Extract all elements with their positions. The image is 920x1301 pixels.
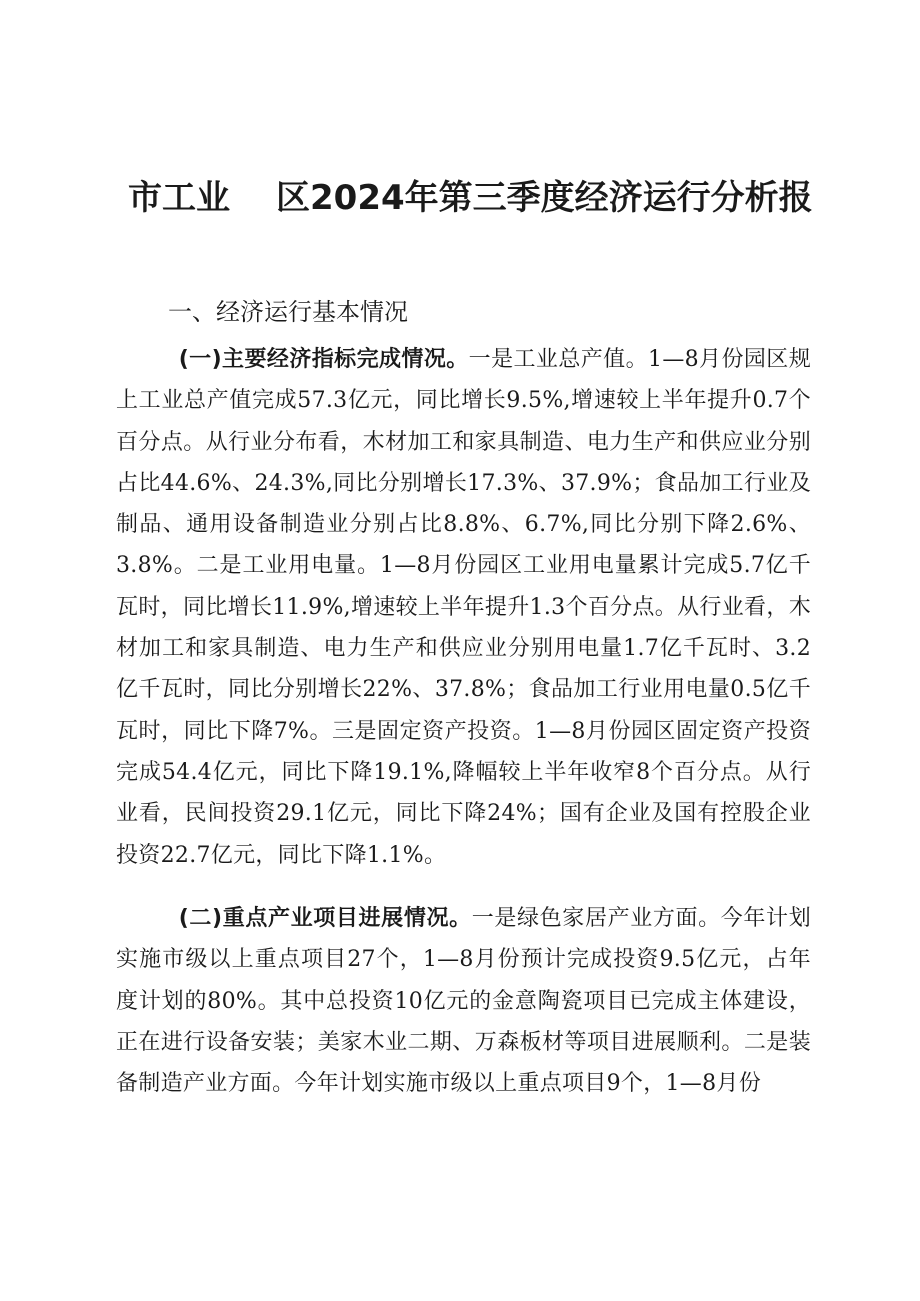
document-title <box>128 176 828 220</box>
paragraph-main-indicators <box>116 339 811 876</box>
paragraph-subhead: (二)重点产业项目进展情况。 <box>178 906 472 931</box>
paragraph-subhead: (一)主要经济指标完成情况。 <box>178 347 469 372</box>
paragraph-body: 一是工业总产值。1—8月份园区规上工业总产值完成57.3亿元，同比增长9.5%,增速较上半年提升0.7个百分点。从行业分布看，木材加工和家具制造、电力生产和供应业分别占比44.6%、24.3%,同比分别增长17.3%、37.9%；食品加工行业及制品、通用设备制造业分别占比8.8%、6.7%,同比分别下降2.6%、3.8%。二是工业用电量。1—8月份园区工业用电量累计完成5.7亿千瓦时，同比增长11.9%,增速较上半年提升1.3个百分点。从行业看，木材加工和家具制造、电力生产和供应业分别用电量1.7亿千瓦时、3.2亿千瓦时，同比分别增长22%、37.8%；食品加工行业用电量0.5亿千瓦时，同比下降7%。三是固定资产投资。1—8月份园区固定资产投资完成54.4亿元，同比下降19.1%,降幅较上半年收窄8个百分点。从行业看，民间投资29.1亿元，同比下降24%；国有企业及国有控股企业投资22.7亿元，同比下降1.1%。 <box>116 347 812 868</box>
title-part-2: 区2024年第三季度经济运行分析报 <box>276 178 813 218</box>
paragraph-key-projects <box>116 898 811 1104</box>
paragraph-body: 一是绿色家居产业方面。今年计划实施市级以上重点项目27个，1—8月份预计完成投资9.5亿元，占年度计划的80%。其中总投资10亿元的金意陶瓷项目已完成主体建设，正在进行设备安装；美家木业二期、万森板材等项目进展顺利。二是装备制造产业方面。今年计划实施市级以上重点项目9个，1—8月份 <box>116 906 811 1097</box>
title-part-1: 市工业 <box>128 178 230 218</box>
section-heading-1: 一、经济运行基本情况 <box>168 298 408 326</box>
